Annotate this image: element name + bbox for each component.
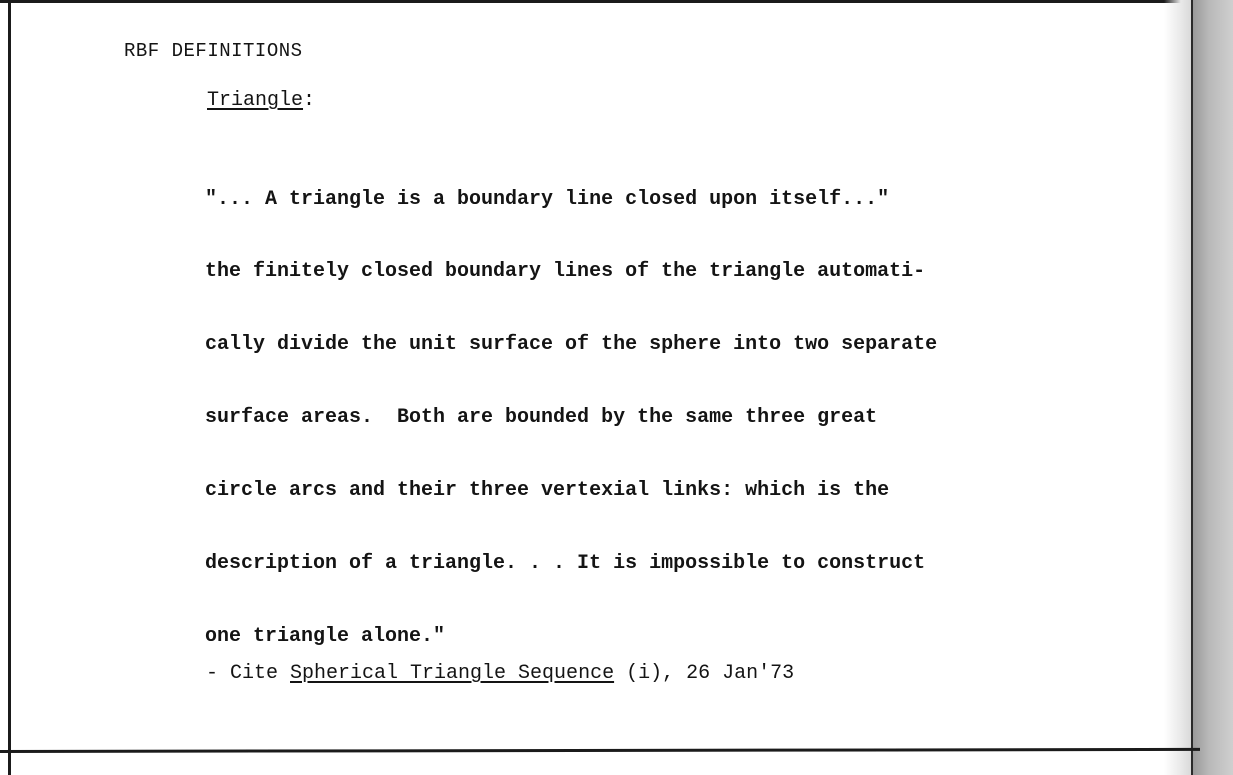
definition-text [205,139,937,698]
card-bottom-border [0,748,1200,753]
card-top-border [0,0,1233,3]
definition-line: cally divide the unit surface of the sphere into two separate [205,333,938,357]
definition-line: description of a triangle. . . It is impossible to construct [205,552,926,576]
term-colon: : [303,89,316,112]
citation-prefix: - Cite [206,662,291,685]
definition-term [207,89,315,112]
citation [206,662,794,685]
definition-line: surface areas. Both are bounded by the same three great [205,406,878,430]
definition-line: the finitely closed boundary lines of the triangle automati- [205,260,926,284]
citation-title: Spherical Triangle Sequence [290,662,615,685]
definition-line: "... A triangle is a boundary line closed upon itself..." [205,187,890,211]
scanner-edge-strip [1193,0,1233,775]
definition-line: circle arcs and their three vertexial links: which is the [205,479,890,503]
card-left-border [8,0,11,775]
term-label: Triangle [207,89,304,112]
card-heading: RBF DEFINITIONS [124,40,303,62]
definition-line: one triangle alone." [205,624,446,648]
citation-suffix: (i), 26 Jan'73 [614,662,795,685]
page-curl-shadow [1164,0,1192,775]
